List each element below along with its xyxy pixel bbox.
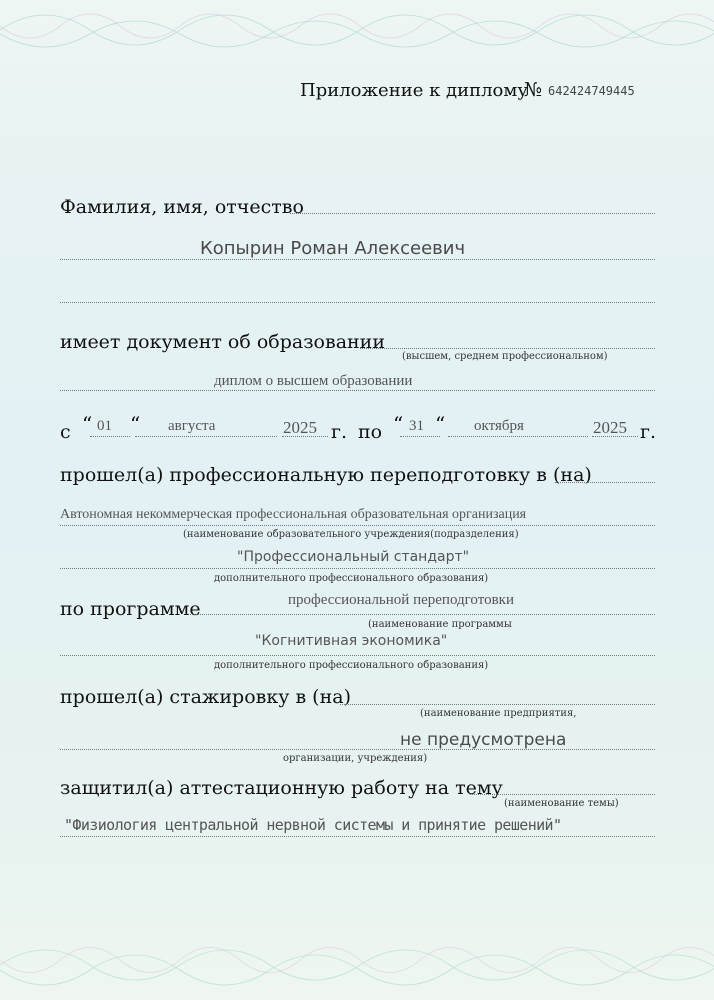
- internship-hint-1: (наименование предприятия,: [420, 708, 577, 719]
- fio-line-1: [290, 213, 655, 214]
- retraining-org-line: Автономная некоммерческая профессиональная образовательная организация: [60, 507, 527, 522]
- period-from-word: с: [60, 421, 71, 443]
- fio-label: Фамилия, имя, отчество: [60, 196, 304, 218]
- period-to-day: 31: [409, 418, 424, 434]
- number-sign: №: [524, 79, 542, 101]
- retraining-label: прошел(а) профессиональную переподготовку в (на): [60, 464, 592, 486]
- thesis-value: "Физиология центральной нервной системы и принятие решений": [64, 816, 562, 834]
- fio-line-3: [60, 302, 655, 303]
- retraining-line-3: [60, 568, 655, 569]
- period-to-word: по: [358, 421, 383, 443]
- fio-value: Копырин Роман Алексеевич: [200, 238, 466, 259]
- period-close-quote-2: “: [435, 412, 446, 436]
- period-year-suffix-2: г.: [640, 421, 656, 443]
- period-year-suffix-1: г.: [331, 421, 347, 443]
- retraining-org-name: "Профессиональный стандарт": [237, 549, 470, 565]
- program-line-2: [60, 655, 655, 656]
- period-open-quote-1: “: [82, 412, 93, 436]
- period-from-day-line: [90, 436, 130, 437]
- diploma-number: 642424749445: [548, 84, 635, 98]
- education-value: диплом о высшем образовании: [214, 373, 413, 389]
- retraining-line-1: [555, 482, 655, 483]
- period-close-quote-1: “: [130, 412, 141, 436]
- thesis-line-1: [470, 794, 655, 795]
- program-line-1: [190, 614, 655, 615]
- program-name: "Когнитивная экономика": [255, 633, 448, 649]
- thesis-line-2: [60, 836, 655, 837]
- internship-line-1: [340, 704, 655, 705]
- education-hint: (высшем, среднем профессиональном): [402, 351, 608, 362]
- guilloche-bottom-border: [0, 930, 714, 1000]
- program-hint-2: дополнительного профессионального образования): [214, 660, 489, 671]
- period-from-year-line: [282, 436, 328, 437]
- program-label: по программе: [60, 598, 201, 620]
- guilloche-top-border: [0, 0, 714, 60]
- fio-line-2: [60, 259, 655, 260]
- period-to-month-line: [448, 436, 588, 437]
- internship-hint-2: организации, учреждения): [283, 753, 428, 764]
- period-from-month-line: [135, 436, 277, 437]
- internship-value: не предусмотрена: [400, 730, 567, 750]
- education-line-1: [360, 348, 655, 349]
- retraining-hint-1: (наименование образовательного учреждения(подразделения): [183, 529, 519, 540]
- education-label: имеет документ об образовании: [60, 331, 386, 353]
- retraining-hint-2: дополнительного профессионального образования): [214, 573, 489, 584]
- period-to-year: 2025: [593, 418, 627, 437]
- internship-line-2: [60, 749, 655, 750]
- program-hint-1: (наименование программы: [368, 619, 512, 630]
- period-to-year-line: [592, 436, 638, 437]
- program-value: профессиональной переподготовки: [288, 592, 514, 608]
- internship-label: прошел(а) стажировку в (на): [60, 686, 352, 708]
- thesis-label: защитил(а) аттестационную работу на тему: [60, 777, 503, 799]
- period-open-quote-2: “: [393, 412, 404, 436]
- thesis-hint: (наименование темы): [504, 798, 619, 809]
- period-from-month: августа: [168, 418, 216, 434]
- period-from-day: 01: [97, 418, 112, 434]
- period-from-year: 2025: [283, 418, 317, 437]
- period-to-day-line: [400, 436, 440, 437]
- period-to-month: октября: [474, 418, 524, 434]
- retraining-line-2: [60, 525, 655, 526]
- education-line-2: [60, 390, 655, 391]
- header-title: Приложение к диплому: [300, 80, 528, 101]
